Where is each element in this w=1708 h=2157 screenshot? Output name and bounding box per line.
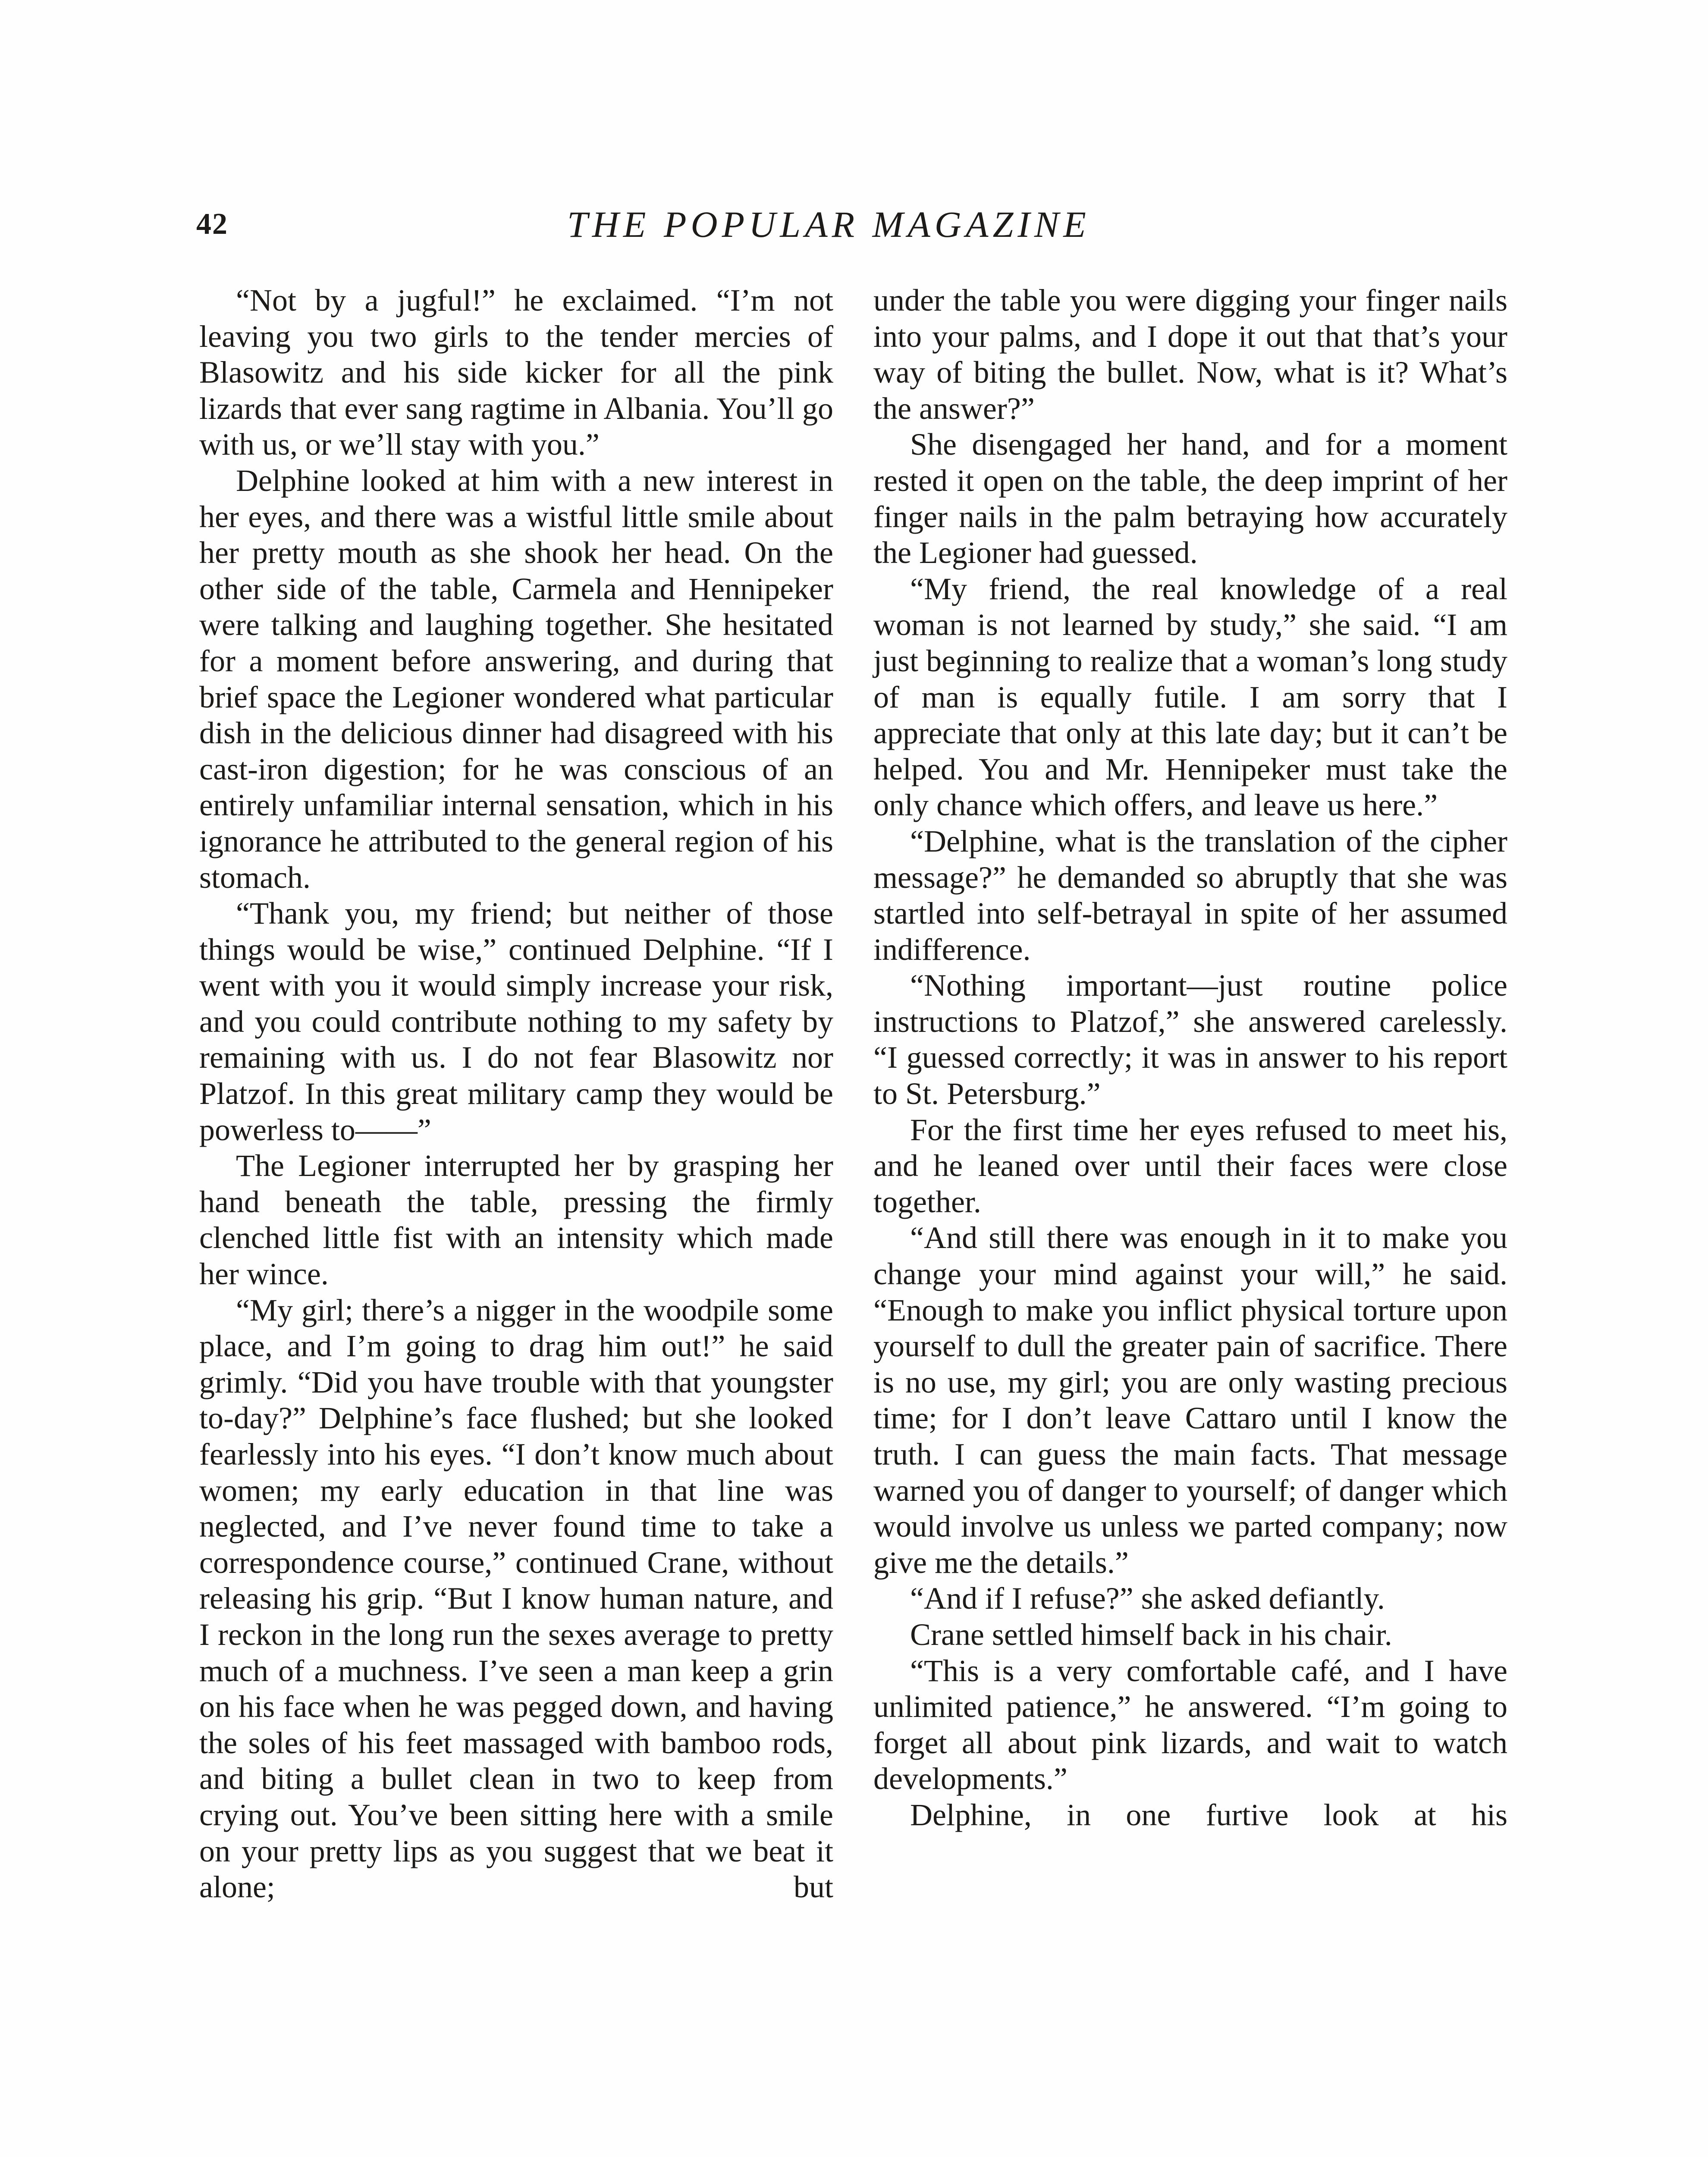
paragraph: “Delphine, what is the translation of the cipher message?” he demanded so abruptly that she was startled into self-betrayal in spite of her assumed indifference. bbox=[873, 824, 1507, 967]
page-number: 42 bbox=[196, 208, 228, 241]
right-column bbox=[873, 283, 1507, 1833]
paragraph: Crane settled himself back in his chair. bbox=[910, 1617, 1392, 1652]
paragraph: “And if I refuse?” she asked defiantly. bbox=[910, 1581, 1385, 1616]
left-column bbox=[199, 283, 833, 1905]
paragraph: For the first time her eyes refused to meet his, and he leaned over until their faces were close together. bbox=[873, 1112, 1507, 1219]
paragraph: “Not by a jugful!” he exclaimed. “I’m not leaving you two girls to the tender mercies of Blasowitz and his side kicker for all the pink lizards that ever sang ragtime in Albania. You’ll go with us, or we’ll stay with you.” bbox=[199, 283, 833, 462]
paragraph: Delphine, in one furtive look at his bbox=[910, 1797, 1507, 1832]
paragraph: “Thank you, my friend; but neither of those things would be wise,” continued Delphine. “If I went with you it would simply increase your risk, and you could contribute nothing to my safety by remaining with us. I do not fear Blasowitz nor Platzof. In this great military camp they would be powerless to——” bbox=[199, 896, 833, 1147]
paragraph: “And still there was enough in it to make you change your mind against your will,” he said. “Enough to make you inflict physical torture upon yourself to dull the greater pain of sacrifice. There is no use, my girl; you are only wasting precious time; for I don’t leave Cattaro until I know the truth. I can guess the main facts. That message warned you of danger to yourself; of danger which would involve us unless we parted company; now give me the details.” bbox=[873, 1220, 1507, 1580]
running-head bbox=[196, 203, 1505, 255]
paragraph: Delphine looked at him with a new interest in her eyes, and there was a wistful little smile about her pretty mouth as she shook her head. On the other side of the table, Carmela and Hennipeker were talking and laughing together. She hesitated for a moment before answering, and during that brief space the Legioner wondered what particular dish in the delicious dinner had disagreed with his cast-iron digestion; for he was conscious of an entirely unfamiliar internal sensation, which in his ignorance he attributed to the general region of his stomach. bbox=[199, 463, 833, 895]
paragraph: “My girl; there’s a nigger in the woodpile some place, and I’m going to drag him out!” he said grimly. “Did you have trouble with that youngster to-day?” Delphine’s face flushed; but she looked fearlessly into his eyes. “I don’t know much about women; my early education in that line was neglected, and I’ve never found time to take a correspondence course,” continued Crane, without releasing his grip. “But I know human nature, and I reckon in the long run the sexes average to pretty much of a muchness. I’ve seen a man keep a grin on his face when he was pegged down, and having the soles of his feet massaged with bamboo rods, and biting a bullet clean in two to keep from crying out. You’ve been sitting here with a smile on your pretty lips as you suggest that we beat it alone; but bbox=[199, 1292, 833, 1905]
paragraph: “My friend, the real knowledge of a real woman is not learned by study,” she said. “I am just beginning to realize that a woman’s long study of man is equally futile. I am sorry that I appreciate that only at this late day; but it can’t be helped. You and Mr. Hennipeker must take the only chance which offers, and leave us here.” bbox=[873, 571, 1507, 823]
paragraph: The Legioner interrupted her by grasping her hand beneath the table, pressing the firmly clenched little fist with an intensity which made her wince. bbox=[199, 1148, 833, 1292]
paragraph: “This is a very comfortable café, and I have unlimited patience,” he answered. “I’m going to forget all about pink lizards, and wait to watch developments.” bbox=[873, 1653, 1507, 1796]
paragraph-continued: under the table you were digging your finger nails into your palms, and I dope it out that that’s your way of biting the bullet. Now, what is it? What’s the answer?” bbox=[873, 283, 1507, 426]
paragraph: “Nothing important—just routine police instructions to Platzof,” she answered carelessly. “I guessed correctly; it was in answer to his report to St. Petersburg.” bbox=[873, 968, 1507, 1111]
paragraph: She disengaged her hand, and for a moment rested it open on the table, the deep imprint of her finger nails in the palm betraying how accurately the Legioner had guessed. bbox=[873, 427, 1507, 570]
magazine-title: THE POPULAR MAGAZINE bbox=[567, 204, 1090, 245]
